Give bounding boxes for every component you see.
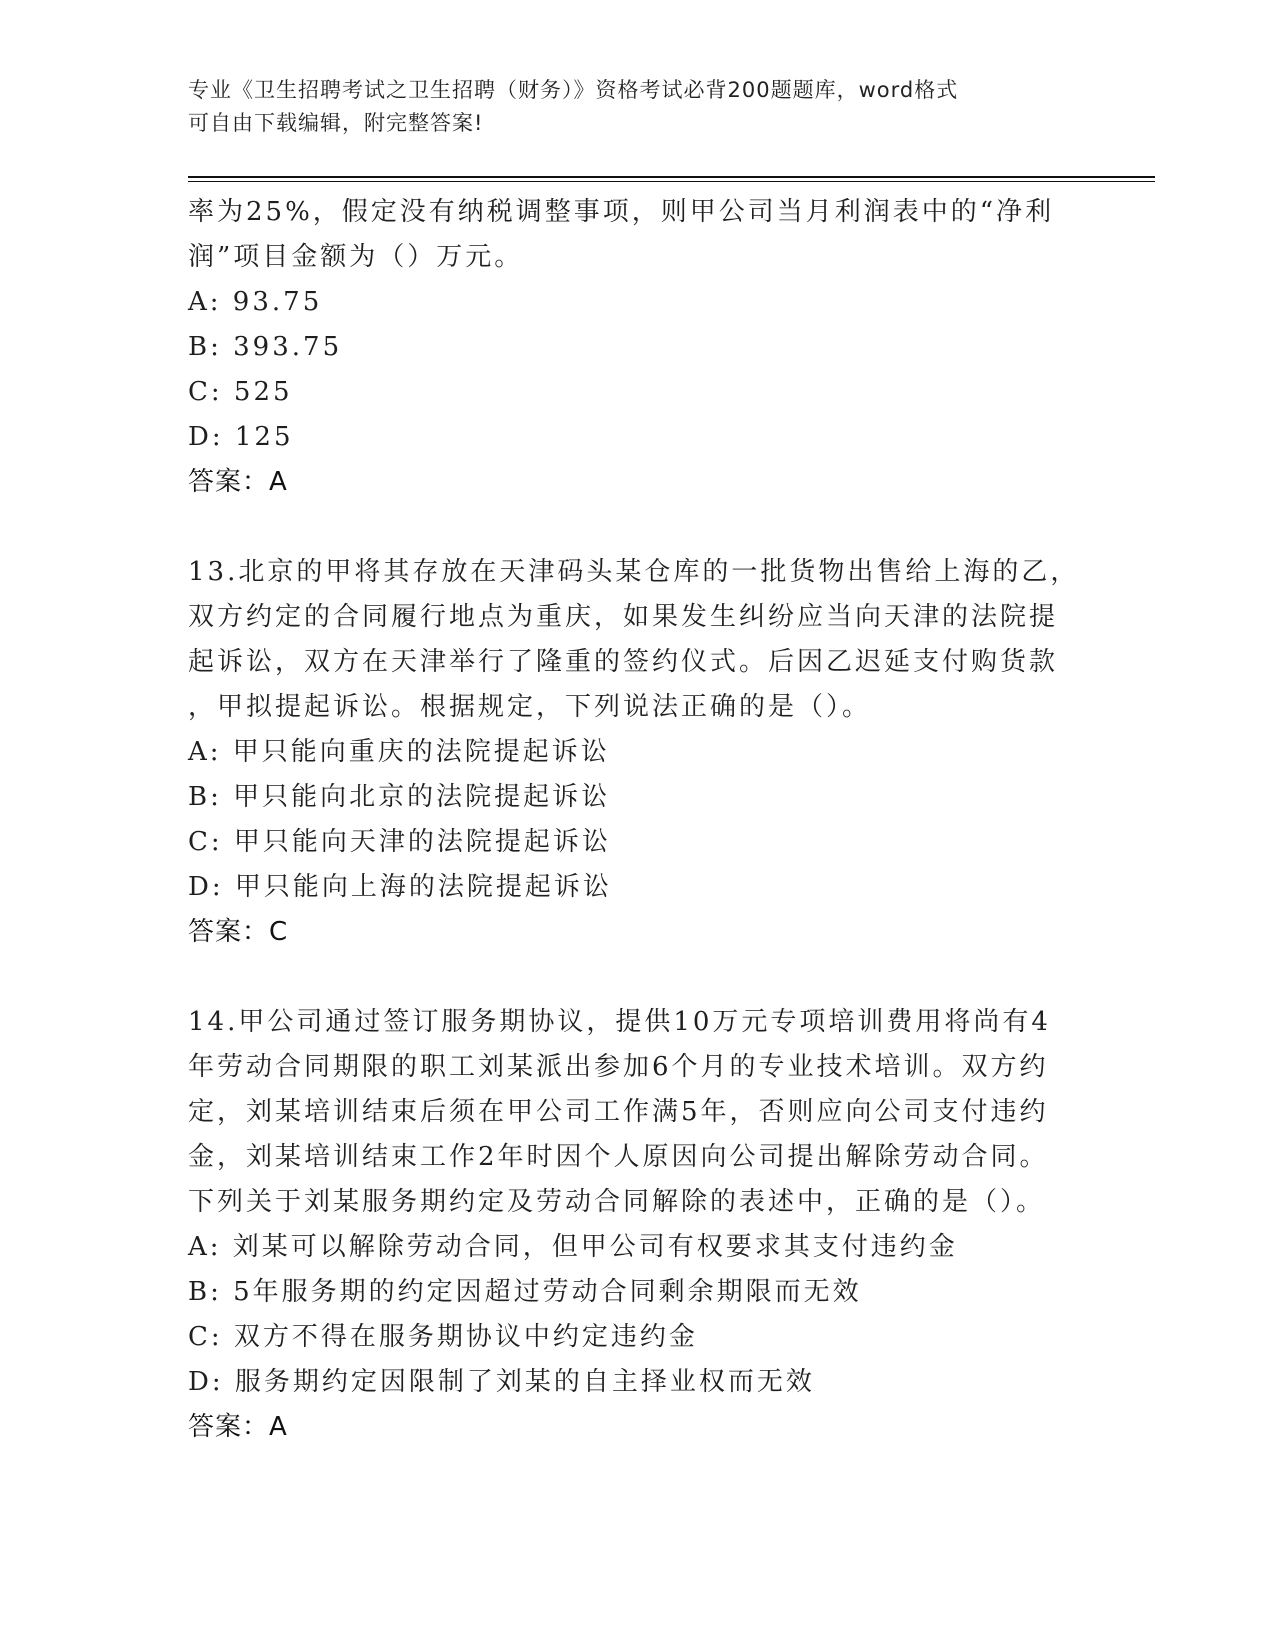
question-14 [188, 1000, 1088, 1450]
header-line-1: 专业《卫生招聘考试之卫生招聘（财务）》资格考试必背200题题库，word格式 [188, 78, 959, 102]
question-stem-line: 定，刘某培训结束后须在甲公司工作满5年，否则应向公司支付违约 [188, 1097, 1049, 1127]
answer: 答案：C [188, 917, 289, 947]
option-c: C: 甲只能向天津的法院提起诉讼 [188, 827, 611, 857]
question-stem-line: 14.甲公司通过签订服务期协议，提供10万元专项培训费用将尚有4 [188, 1007, 1051, 1037]
option-c: C: 双方不得在服务期协议中约定违约金 [188, 1322, 698, 1352]
question-13 [188, 550, 1088, 955]
question-stem-line: 润”项目金额为（）万元。 [188, 242, 524, 272]
question-stem-line: ，甲拟提起诉讼。根据规定，下列说法正确的是（）。 [188, 692, 872, 722]
header-line-2: 可自由下载编辑，附完整答案! [188, 111, 484, 135]
question-12 [188, 190, 1088, 505]
question-stem-line: 起诉讼，双方在天津举行了隆重的签约仪式。后因乙迟延支付购货款 [188, 647, 1059, 677]
spacer [188, 955, 1088, 1000]
option-d: D: 服务期约定因限制了刘某的自主择业权而无效 [188, 1367, 815, 1397]
option-c: C: 525 [188, 377, 293, 407]
header-rule-thick [188, 176, 1155, 178]
option-a: A: 93.75 [188, 287, 323, 317]
spacer [188, 505, 1088, 550]
option-a: A: 甲只能向重庆的法院提起诉讼 [188, 737, 610, 767]
page-header [188, 74, 1068, 140]
option-b: B: 甲只能向北京的法院提起诉讼 [188, 782, 611, 812]
question-stem-line: 年劳动合同期限的职工刘某派出参加6个月的专业技术培训。双方约 [188, 1052, 1049, 1082]
question-stem-line: 双方约定的合同履行地点为重庆，如果发生纠纷应当向天津的法院提 [188, 602, 1059, 632]
option-d: D: 125 [188, 422, 294, 452]
header-rule-thin [188, 181, 1155, 182]
option-a: A: 刘某可以解除劳动合同，但甲公司有权要求其支付违约金 [188, 1232, 958, 1262]
question-stem-line: 下列关于刘某服务期约定及劳动合同解除的表述中，正确的是（）。 [188, 1187, 1046, 1217]
answer: 答案：A [188, 467, 288, 497]
option-b: B: 393.75 [188, 332, 343, 362]
question-stem-line: 13.北京的甲将其存放在天津码头某仓库的一批货物出售给上海的乙， [188, 557, 1080, 587]
option-d: D: 甲只能向上海的法院提起诉讼 [188, 872, 612, 902]
question-stem-line: 率为25%，假定没有纳税调整事项，则甲公司当月利润表中的“净利 [188, 197, 1055, 227]
answer: 答案：A [188, 1412, 288, 1442]
option-b: B: 5年服务期的约定因超过劳动合同剩余期限而无效 [188, 1277, 862, 1307]
question-content [188, 190, 1088, 1450]
question-stem-line: 金，刘某培训结束工作2年时因个人原因向公司提出解除劳动合同。 [188, 1142, 1049, 1172]
